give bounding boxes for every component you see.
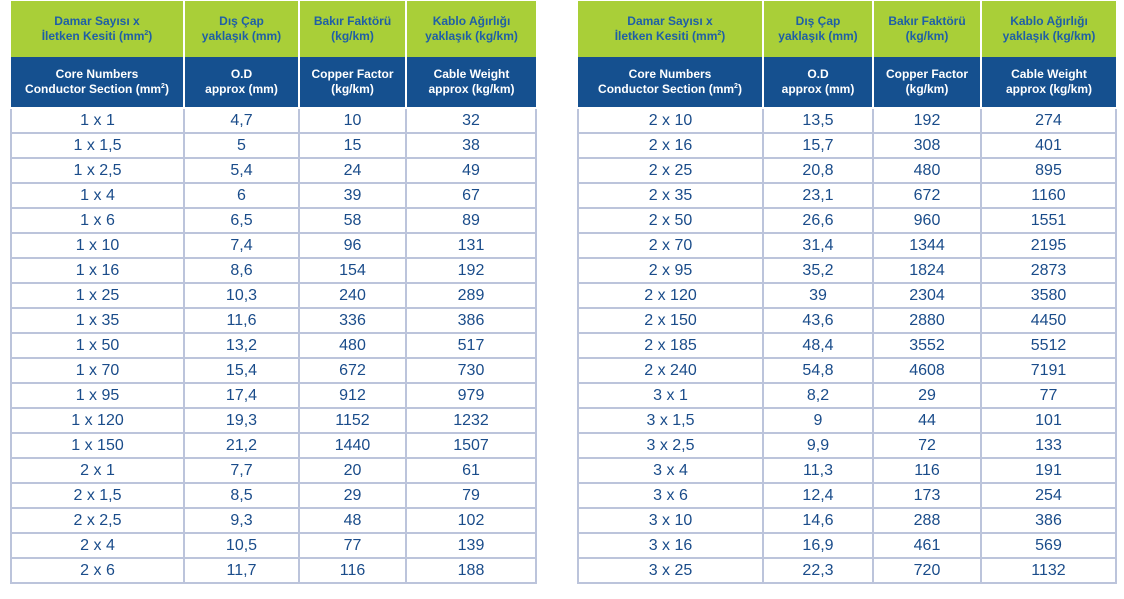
cell-copper-factor: 672 xyxy=(299,358,406,383)
cell-cable-weight: 102 xyxy=(406,508,536,533)
cell-cable-weight: 79 xyxy=(406,483,536,508)
header-outer-diameter-en: O.D approx (mm) xyxy=(763,57,873,108)
cell-cable-weight: 49 xyxy=(406,158,536,183)
cell-outer-diameter: 12,4 xyxy=(763,483,873,508)
table-row xyxy=(578,383,1116,408)
header-core-section-tr: Damar Sayısı x İletken Kesiti $(mm^2)$ xyxy=(578,1,763,57)
cell-cable-weight: 101 xyxy=(981,408,1116,433)
cell-core-section: 1 x 95 xyxy=(11,383,184,408)
cell-cable-weight: 274 xyxy=(981,108,1116,133)
header-row-english xyxy=(578,57,1116,108)
table-row xyxy=(11,108,536,133)
cell-core-section: 2 x 50 xyxy=(578,208,763,233)
cell-copper-factor: 308 xyxy=(873,133,981,158)
cell-copper-factor: 461 xyxy=(873,533,981,558)
cell-outer-diameter: 7,7 xyxy=(184,458,299,483)
cell-copper-factor: 173 xyxy=(873,483,981,508)
cell-core-section: 1 x 2,5 xyxy=(11,158,184,183)
header-core-section-tr: Damar Sayısı x İletken Kesiti $(mm^2)$ xyxy=(11,1,184,57)
cell-cable-weight: 133 xyxy=(981,433,1116,458)
cell-outer-diameter: 19,3 xyxy=(184,408,299,433)
cell-copper-factor: 29 xyxy=(873,383,981,408)
header-outer-diameter-tr: Dış Çap yaklaşık (mm) xyxy=(184,1,299,57)
cell-copper-factor: 154 xyxy=(299,258,406,283)
cell-core-section: 1 x 35 xyxy=(11,308,184,333)
cell-core-section: 2 x 16 xyxy=(578,133,763,158)
cell-copper-factor: 48 xyxy=(299,508,406,533)
cell-core-section: 2 x 2,5 xyxy=(11,508,184,533)
table-row xyxy=(11,408,536,433)
table-row xyxy=(11,283,536,308)
cell-copper-factor: 4608 xyxy=(873,358,981,383)
cell-outer-diameter: 16,9 xyxy=(763,533,873,558)
table-row xyxy=(11,133,536,158)
cell-core-section: 2 x 1,5 xyxy=(11,483,184,508)
cell-copper-factor: 58 xyxy=(299,208,406,233)
cell-core-section: 3 x 1,5 xyxy=(578,408,763,433)
cell-outer-diameter: 11,7 xyxy=(184,558,299,583)
table-row xyxy=(11,358,536,383)
table-row xyxy=(578,433,1116,458)
cell-copper-factor: 20 xyxy=(299,458,406,483)
cell-core-section: 1 x 25 xyxy=(11,283,184,308)
table-body xyxy=(11,108,536,583)
cell-outer-diameter: 22,3 xyxy=(763,558,873,583)
cell-outer-diameter: 8,6 xyxy=(184,258,299,283)
table-row xyxy=(578,183,1116,208)
cell-core-section: 3 x 25 xyxy=(578,558,763,583)
cell-cable-weight: 730 xyxy=(406,358,536,383)
cell-cable-weight: 401 xyxy=(981,133,1116,158)
table-row xyxy=(578,483,1116,508)
cell-core-section: 2 x 120 xyxy=(578,283,763,308)
header-row-turkish xyxy=(11,1,536,57)
header-core-section-en: Core Numbers Conductor Section $(mm^2)$ xyxy=(11,57,184,108)
cell-cable-weight: 5512 xyxy=(981,333,1116,358)
cell-cable-weight: 3580 xyxy=(981,283,1116,308)
cell-cable-weight: 1132 xyxy=(981,558,1116,583)
cell-copper-factor: 912 xyxy=(299,383,406,408)
table-row xyxy=(578,233,1116,258)
table-row xyxy=(578,208,1116,233)
header-row-turkish xyxy=(578,1,1116,57)
cell-core-section: 2 x 4 xyxy=(11,533,184,558)
cell-copper-factor: 480 xyxy=(873,158,981,183)
cell-core-section: 2 x 35 xyxy=(578,183,763,208)
table-row xyxy=(578,458,1116,483)
cell-cable-weight: 254 xyxy=(981,483,1116,508)
cell-core-section: 1 x 6 xyxy=(11,208,184,233)
cell-copper-factor: 39 xyxy=(299,183,406,208)
table-row xyxy=(11,258,536,283)
table-row xyxy=(578,258,1116,283)
table-row xyxy=(11,533,536,558)
cell-outer-diameter: 11,3 xyxy=(763,458,873,483)
cell-copper-factor: 44 xyxy=(873,408,981,433)
cell-cable-weight: 131 xyxy=(406,233,536,258)
table-row xyxy=(11,183,536,208)
cell-copper-factor: 480 xyxy=(299,333,406,358)
table-row xyxy=(578,408,1116,433)
table-row xyxy=(11,333,536,358)
table-row xyxy=(578,308,1116,333)
cell-cable-weight: 38 xyxy=(406,133,536,158)
cell-outer-diameter: 21,2 xyxy=(184,433,299,458)
cell-cable-weight: 517 xyxy=(406,333,536,358)
cell-core-section: 1 x 70 xyxy=(11,358,184,383)
cell-cable-weight: 386 xyxy=(406,308,536,333)
cell-copper-factor: 1344 xyxy=(873,233,981,258)
cell-copper-factor: 116 xyxy=(873,458,981,483)
cell-outer-diameter: 6 xyxy=(184,183,299,208)
cell-core-section: 3 x 10 xyxy=(578,508,763,533)
cell-copper-factor: 2304 xyxy=(873,283,981,308)
header-copper-factor-tr: Bakır Faktörü (kg/km) xyxy=(299,1,406,57)
cell-copper-factor: 3552 xyxy=(873,333,981,358)
table-row xyxy=(578,533,1116,558)
cell-core-section: 1 x 50 xyxy=(11,333,184,358)
cell-copper-factor: 1824 xyxy=(873,258,981,283)
cell-core-section: 2 x 1 xyxy=(11,458,184,483)
cell-core-section: 2 x 10 xyxy=(578,108,763,133)
table-body xyxy=(578,108,1116,583)
cell-core-section: 1 x 16 xyxy=(11,258,184,283)
cell-copper-factor: 2880 xyxy=(873,308,981,333)
cell-core-section: 2 x 70 xyxy=(578,233,763,258)
cell-outer-diameter: 23,1 xyxy=(763,183,873,208)
cell-core-section: 3 x 6 xyxy=(578,483,763,508)
cell-copper-factor: 96 xyxy=(299,233,406,258)
table-row xyxy=(578,283,1116,308)
cell-outer-diameter: 10,5 xyxy=(184,533,299,558)
cell-core-section: 2 x 150 xyxy=(578,308,763,333)
cell-core-section: 2 x 95 xyxy=(578,258,763,283)
cell-cable-weight: 2873 xyxy=(981,258,1116,283)
table-row xyxy=(578,358,1116,383)
table-row xyxy=(11,508,536,533)
cell-outer-diameter: 8,5 xyxy=(184,483,299,508)
table-row xyxy=(578,158,1116,183)
cell-cable-weight: 77 xyxy=(981,383,1116,408)
cell-outer-diameter: 20,8 xyxy=(763,158,873,183)
cell-core-section: 1 x 1,5 xyxy=(11,133,184,158)
cell-core-section: 1 x 10 xyxy=(11,233,184,258)
cell-copper-factor: 77 xyxy=(299,533,406,558)
cell-cable-weight: 386 xyxy=(981,508,1116,533)
cell-core-section: 3 x 1 xyxy=(578,383,763,408)
cell-cable-weight: 895 xyxy=(981,158,1116,183)
cell-cable-weight: 7191 xyxy=(981,358,1116,383)
cell-cable-weight: 89 xyxy=(406,208,536,233)
table-row xyxy=(11,308,536,333)
header-core-section-en: Core Numbers Conductor Section $(mm^2)$ xyxy=(578,57,763,108)
cell-cable-weight: 979 xyxy=(406,383,536,408)
cell-cable-weight: 1507 xyxy=(406,433,536,458)
cell-outer-diameter: 6,5 xyxy=(184,208,299,233)
header-cable-weight-en: Cable Weight approx (kg/km) xyxy=(981,57,1116,108)
cell-outer-diameter: 17,4 xyxy=(184,383,299,408)
table-row xyxy=(11,433,536,458)
cell-copper-factor: 116 xyxy=(299,558,406,583)
cell-core-section: 3 x 16 xyxy=(578,533,763,558)
cell-outer-diameter: 39 xyxy=(763,283,873,308)
cable-table-right xyxy=(577,1,1117,584)
cell-copper-factor: 960 xyxy=(873,208,981,233)
table-row xyxy=(578,133,1116,158)
cell-outer-diameter: 15,4 xyxy=(184,358,299,383)
table-row xyxy=(11,383,536,408)
cell-outer-diameter: 9 xyxy=(763,408,873,433)
cell-outer-diameter: 5 xyxy=(184,133,299,158)
cell-copper-factor: 1152 xyxy=(299,408,406,433)
table-row xyxy=(11,558,536,583)
header-copper-factor-tr: Bakır Faktörü (kg/km) xyxy=(873,1,981,57)
cell-outer-diameter: 15,7 xyxy=(763,133,873,158)
header-row-english xyxy=(11,57,536,108)
cell-cable-weight: 139 xyxy=(406,533,536,558)
cell-cable-weight: 1160 xyxy=(981,183,1116,208)
cell-copper-factor: 720 xyxy=(873,558,981,583)
table-row xyxy=(578,558,1116,583)
cell-outer-diameter: 54,8 xyxy=(763,358,873,383)
cell-outer-diameter: 7,4 xyxy=(184,233,299,258)
cell-outer-diameter: 43,6 xyxy=(763,308,873,333)
cell-cable-weight: 289 xyxy=(406,283,536,308)
header-cable-weight-tr: Kablo Ağırlığı yaklaşık (kg/km) xyxy=(406,1,536,57)
cell-cable-weight: 191 xyxy=(981,458,1116,483)
cell-outer-diameter: 13,2 xyxy=(184,333,299,358)
cell-core-section: 2 x 25 xyxy=(578,158,763,183)
cell-core-section: 3 x 2,5 xyxy=(578,433,763,458)
cell-copper-factor: 29 xyxy=(299,483,406,508)
cell-copper-factor: 192 xyxy=(873,108,981,133)
cell-outer-diameter: 5,4 xyxy=(184,158,299,183)
cell-core-section: 1 x 150 xyxy=(11,433,184,458)
cell-core-section: 1 x 1 xyxy=(11,108,184,133)
cell-copper-factor: 24 xyxy=(299,158,406,183)
cell-cable-weight: 1551 xyxy=(981,208,1116,233)
cell-outer-diameter: 48,4 xyxy=(763,333,873,358)
header-outer-diameter-tr: Dış Çap yaklaşık (mm) xyxy=(763,1,873,57)
cell-copper-factor: 10 xyxy=(299,108,406,133)
header-copper-factor-en: Copper Factor (kg/km) xyxy=(873,57,981,108)
cell-cable-weight: 192 xyxy=(406,258,536,283)
table-row xyxy=(11,208,536,233)
cell-outer-diameter: 31,4 xyxy=(763,233,873,258)
cell-cable-weight: 569 xyxy=(981,533,1116,558)
cell-outer-diameter: 10,3 xyxy=(184,283,299,308)
table-row xyxy=(578,108,1116,133)
cell-core-section: 1 x 4 xyxy=(11,183,184,208)
cell-outer-diameter: 14,6 xyxy=(763,508,873,533)
cell-cable-weight: 32 xyxy=(406,108,536,133)
cell-outer-diameter: 9,3 xyxy=(184,508,299,533)
table-row xyxy=(11,233,536,258)
cell-cable-weight: 188 xyxy=(406,558,536,583)
cell-outer-diameter: 35,2 xyxy=(763,258,873,283)
cell-copper-factor: 240 xyxy=(299,283,406,308)
cell-outer-diameter: 11,6 xyxy=(184,308,299,333)
cell-core-section: 2 x 185 xyxy=(578,333,763,358)
table-row xyxy=(11,158,536,183)
cell-cable-weight: 2195 xyxy=(981,233,1116,258)
cell-copper-factor: 288 xyxy=(873,508,981,533)
cell-copper-factor: 672 xyxy=(873,183,981,208)
cell-outer-diameter: 9,9 xyxy=(763,433,873,458)
cable-table-left xyxy=(10,1,537,584)
cell-cable-weight: 4450 xyxy=(981,308,1116,333)
cell-core-section: 2 x 6 xyxy=(11,558,184,583)
cell-core-section: 1 x 120 xyxy=(11,408,184,433)
table-row xyxy=(11,483,536,508)
cell-copper-factor: 15 xyxy=(299,133,406,158)
header-cable-weight-en: Cable Weight approx (kg/km) xyxy=(406,57,536,108)
cell-copper-factor: 336 xyxy=(299,308,406,333)
cell-outer-diameter: 4,7 xyxy=(184,108,299,133)
cell-cable-weight: 67 xyxy=(406,183,536,208)
table-row xyxy=(11,458,536,483)
cell-outer-diameter: 13,5 xyxy=(763,108,873,133)
header-copper-factor-en: Copper Factor (kg/km) xyxy=(299,57,406,108)
header-outer-diameter-en: O.D approx (mm) xyxy=(184,57,299,108)
cell-copper-factor: 1440 xyxy=(299,433,406,458)
cell-core-section: 2 x 240 xyxy=(578,358,763,383)
cell-cable-weight: 1232 xyxy=(406,408,536,433)
table-row xyxy=(578,508,1116,533)
table-row xyxy=(578,333,1116,358)
cell-copper-factor: 72 xyxy=(873,433,981,458)
cell-outer-diameter: 8,2 xyxy=(763,383,873,408)
cell-core-section: 3 x 4 xyxy=(578,458,763,483)
header-cable-weight-tr: Kablo Ağırlığı yaklaşık (kg/km) xyxy=(981,1,1116,57)
cell-outer-diameter: 26,6 xyxy=(763,208,873,233)
cell-cable-weight: 61 xyxy=(406,458,536,483)
